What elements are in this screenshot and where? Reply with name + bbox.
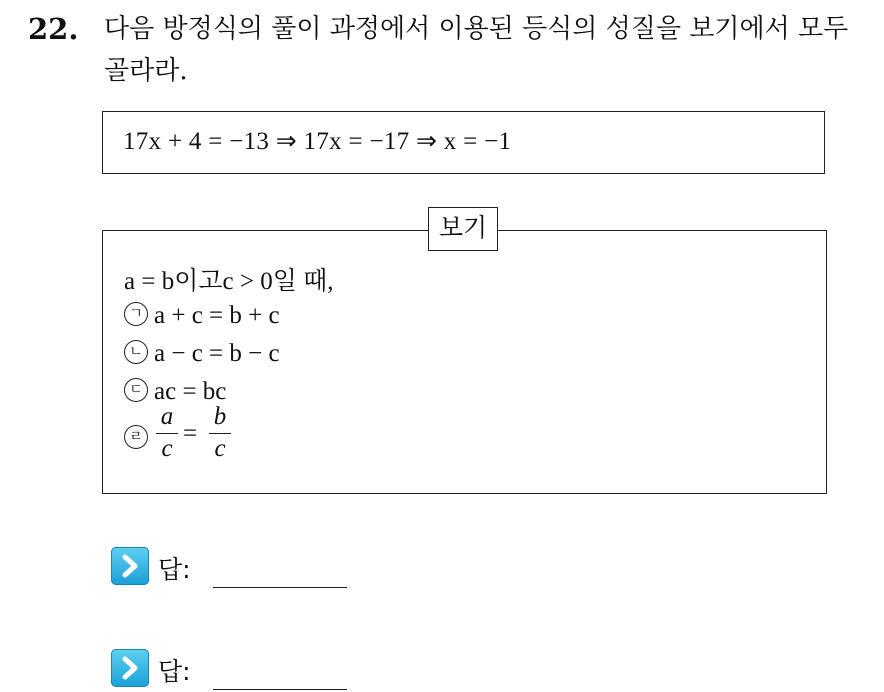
bogi-title: 보기: [428, 207, 498, 251]
answer-label: 답:: [158, 555, 191, 584]
fraction-bar: [209, 433, 231, 434]
bogi-item-1: [124, 302, 280, 330]
bogi-item-expr: a + c = b + c: [154, 302, 280, 329]
fraction-numerator: a: [160, 403, 174, 430]
bogi-condition: a = b이고c > 0일 때,: [124, 268, 334, 295]
fraction-left: [156, 404, 178, 462]
answer-label: 답:: [158, 657, 191, 686]
fraction-denominator: c: [214, 435, 226, 462]
equation-text: 17x + 4 = −13 ⇒ 17x = −17 ⇒ x = −1: [123, 128, 512, 155]
fraction-bar: [156, 433, 178, 434]
circled-marker: ㄴ: [124, 340, 148, 364]
fraction-equals: =: [183, 420, 198, 447]
fraction-numerator: b: [213, 403, 227, 430]
chevron-right-icon: [111, 547, 149, 585]
bogi-item-2: [124, 340, 280, 368]
circled-marker: ㄹ: [124, 425, 148, 449]
fraction-denominator: c: [161, 435, 173, 462]
bogi-item-expr: a − c = b − c: [154, 340, 280, 367]
answer-blank[interactable]: [213, 587, 347, 588]
chevron-right-icon: [111, 649, 149, 687]
question-text-line-1: 다음 방정식의 풀이 과정에서 이용된 등식의 성질을 보기에서 모두: [104, 14, 849, 44]
answer-blank[interactable]: [213, 689, 347, 690]
question-number: 22.: [28, 12, 79, 46]
circled-marker: ㄱ: [124, 302, 148, 326]
equation-box: [102, 111, 825, 174]
circled-marker: ㄷ: [124, 378, 148, 402]
question-text-line-2: 골라라.: [104, 56, 188, 86]
bogi-item-3: [124, 378, 226, 406]
bogi-item-expr: ac = bc: [154, 378, 227, 405]
fraction-right: [209, 404, 231, 462]
